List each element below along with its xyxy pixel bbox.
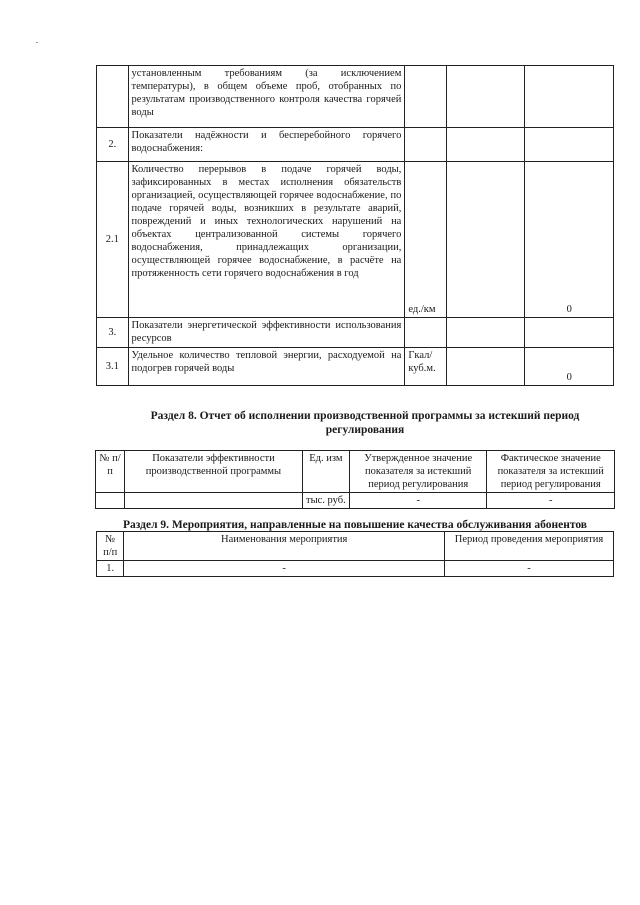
cell: - — [124, 561, 445, 577]
row-number — [97, 66, 129, 128]
cell: - — [487, 493, 615, 509]
value-cell: 0 — [525, 162, 614, 318]
row-number: 2. — [97, 128, 129, 162]
table-row — [97, 66, 614, 128]
table-row — [97, 162, 614, 318]
table-row — [97, 128, 614, 162]
cell — [125, 493, 303, 509]
unit-cell: ед./км — [405, 162, 447, 318]
section-9-title: Раздел 9. Мероприятия, направленные на повышение качества обслуживания абонентов — [122, 519, 587, 531]
table-row — [97, 348, 614, 386]
activities-table — [96, 531, 614, 577]
empty-cell — [447, 348, 525, 386]
indicator-text: установленным требованиям (за исключением температуры), в общем объеме проб, отобранных по результатам производственного контроля качества горячей воды — [128, 66, 405, 128]
unit-cell — [405, 318, 447, 348]
indicator-text: Количество перерывов в подаче горячей воды, зафиксированных в местах исполнения обязательств организацией, осуществляющей горячее водоснабжение, по подаче горячей воды, возникших в результате аварий, повреждений и иных технологических нарушений на объектах централизованной системы горячего водоснабжения, принадлежащих организации, осуществляющей горячее водоснабжение, в расчёте на протяженность сети горячего водоснабжения в год — [128, 162, 405, 318]
row-number: 3.1 — [97, 348, 129, 386]
indicators-table — [96, 65, 614, 386]
indicator-text: Показатели энергетической эффективности использования ресурсов — [128, 318, 405, 348]
header-row — [96, 451, 615, 493]
header-unit: Ед. изм — [302, 451, 349, 493]
header-number: № п/п — [97, 532, 124, 561]
table-row — [96, 493, 615, 509]
section-8-title: Раздел 8. Отчет об исполнении производственной программы за истекший период регулирования — [150, 410, 580, 436]
cell: тыс. руб. — [302, 493, 349, 509]
unit-cell — [405, 66, 447, 128]
empty-cell — [447, 162, 525, 318]
value-cell — [525, 318, 614, 348]
header-actual: Фактическое значение показателя за истекший период регулирования — [487, 451, 615, 493]
cell — [96, 493, 125, 509]
unit-cell: Гкал/ куб.м. — [405, 348, 447, 386]
empty-cell — [447, 66, 525, 128]
value-cell — [525, 128, 614, 162]
header-approved: Утвержденное значение показателя за истекший период регулирования — [349, 451, 487, 493]
header-number: № п/п — [96, 451, 125, 493]
header-activity-name: Наименования мероприятия — [124, 532, 445, 561]
row-number: 3. — [97, 318, 129, 348]
scan-speck — [36, 42, 38, 43]
cell: 1. — [97, 561, 124, 577]
header-indicators: Показатели эффективности производственной программы — [125, 451, 303, 493]
row-number: 2.1 — [97, 162, 129, 318]
cell: - — [349, 493, 487, 509]
table-row — [97, 318, 614, 348]
indicator-text: Показатели надёжности и бесперебойного горячего водоснабжения: — [128, 128, 405, 162]
value-cell — [525, 66, 614, 128]
indicator-text: Удельное количество тепловой энергии, расходуемой на подогрев горячей воды — [128, 348, 405, 386]
unit-cell — [405, 128, 447, 162]
cell: - — [445, 561, 614, 577]
table-row — [97, 561, 614, 577]
value-cell: 0 — [525, 348, 614, 386]
program-report-table — [95, 450, 615, 509]
header-period: Период проведения мероприятия — [445, 532, 614, 561]
empty-cell — [447, 318, 525, 348]
empty-cell — [447, 128, 525, 162]
header-row — [97, 532, 614, 561]
